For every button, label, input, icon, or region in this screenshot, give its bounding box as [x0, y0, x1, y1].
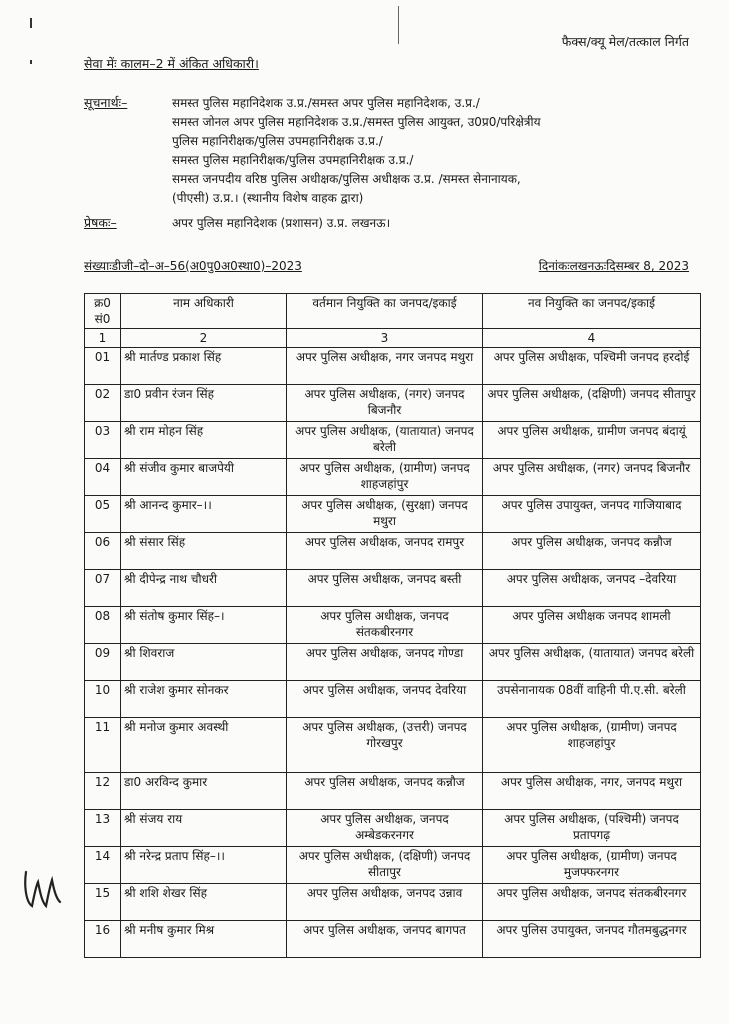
header-new-posting: नव नियुक्ति का जनपद/इकाई	[483, 294, 701, 329]
new-posting-cell: अपर पुलिस उपायुक्त, जनपद गौतमबुद्धनगर	[483, 921, 701, 958]
officer-name-cell: डा0 अरविन्द कुमार	[121, 773, 287, 810]
reference-number: संख्याःडीजी–दो–अ–56(अ0पु0अ0स्था0)–2023	[84, 259, 302, 273]
officer-name-cell: श्री राजेश कुमार सोनकर	[121, 681, 287, 718]
current-posting-cell: अपर पुलिस अधीक्षक, (सुरक्षा) जनपद मथुरा	[287, 496, 483, 533]
officer-name-cell: श्री संसार सिंह	[121, 533, 287, 570]
serial-number-cell: 02	[85, 385, 121, 422]
serial-number-cell: 03	[85, 422, 121, 459]
current-posting-cell: अपर पुलिस अधीक्षक, जनपद संतकबीरनगर	[287, 607, 483, 644]
current-posting-cell: अपर पुलिस अधीक्षक, जनपद देवरिया	[287, 681, 483, 718]
header-serial: क्र0 सं0	[85, 294, 121, 329]
current-posting-cell: अपर पुलिस अधीक्षक, जनपद रामपुर	[287, 533, 483, 570]
new-posting-cell: अपर पुलिस अधीक्षक, (दक्षिणी) जनपद सीतापुर	[483, 385, 701, 422]
officer-name-cell: श्री मनीष कुमार मिश्र	[121, 921, 287, 958]
table-column-number-row	[85, 329, 701, 348]
table-row	[85, 847, 701, 884]
info-label: सूचनार्थः–	[84, 95, 128, 110]
table-row	[85, 681, 701, 718]
info-line: पुलिस महानिरीक्षक/पुलिस उपमहानिरीक्षक उ.प्र./	[172, 134, 383, 148]
new-posting-cell: अपर पुलिस अधीक्षक, पश्चिमी जनपद हरदोई	[483, 348, 701, 385]
transfer-table	[84, 293, 701, 958]
info-line: समस्त पुलिस महानिरीक्षक/पुलिस उपमहानिरीक्षक उ.प्र./	[172, 153, 414, 167]
serial-number-cell: 12	[85, 773, 121, 810]
info-recipients	[172, 94, 541, 208]
new-posting-cell: अपर पुलिस अधीक्षक जनपद शामली	[483, 607, 701, 644]
officer-name-cell: श्री मनोज कुमार अवस्थी	[121, 718, 287, 773]
table-row	[85, 644, 701, 681]
current-posting-cell: अपर पुलिस अधीक्षक, (उत्तरी) जनपद गोरखपुर	[287, 718, 483, 773]
officer-name-cell: श्री राम मोहन सिंह	[121, 422, 287, 459]
current-posting-cell: अपर पुलिस अधीक्षक, जनपद अम्बेडकरनगर	[287, 810, 483, 847]
table-row	[85, 422, 701, 459]
table-row	[85, 496, 701, 533]
column-number: 2	[121, 329, 287, 348]
new-posting-cell: अपर पुलिस अधीक्षक, जनपद –देवरिया	[483, 570, 701, 607]
serial-number-cell: 11	[85, 718, 121, 773]
serial-number-cell: 08	[85, 607, 121, 644]
new-posting-cell: अपर पुलिस अधीक्षक, (नगर) जनपद बिजनौर	[483, 459, 701, 496]
margin-mark	[30, 60, 32, 64]
current-posting-cell: अपर पुलिस अधीक्षक, जनपद बस्ती	[287, 570, 483, 607]
new-posting-cell: उपसेनानायक 08वीं वाहिनी पी.ए.सी. बरेली	[483, 681, 701, 718]
officer-name-cell: श्री संजय राय	[121, 810, 287, 847]
current-posting-cell: अपर पुलिस अधीक्षक, (दक्षिणी) जनपद सीतापुर	[287, 847, 483, 884]
serial-number-cell: 05	[85, 496, 121, 533]
reference-date: दिनांकःलखनऊःदिसम्बर 8, 2023	[538, 259, 689, 273]
column-number: 1	[85, 329, 121, 348]
new-posting-cell: अपर पुलिस अधीक्षक, (पश्चिमी) जनपद प्रतापगढ़	[483, 810, 701, 847]
column-number: 3	[287, 329, 483, 348]
table-row	[85, 385, 701, 422]
info-line: समस्त जोनल अपर पुलिस महानिदेशक उ.प्र./समस्त पुलिस आयुक्त, उ0प्र0/परिक्षेत्रीय	[172, 115, 541, 129]
header-officer-name: नाम अधिकारी	[121, 294, 287, 329]
fold-mark	[398, 6, 399, 44]
serial-number-cell: 13	[85, 810, 121, 847]
margin-mark	[30, 18, 32, 28]
serial-number-cell: 04	[85, 459, 121, 496]
officer-name-cell: श्री संजीव कुमार बाजपेयी	[121, 459, 287, 496]
serial-number-cell: 01	[85, 348, 121, 385]
dispatch-mode-note: फैक्स/क्यू मेल/तत्काल निर्गत	[561, 34, 689, 49]
current-posting-cell: अपर पुलिस अधीक्षक, जनपद गोण्डा	[287, 644, 483, 681]
table-row	[85, 607, 701, 644]
new-posting-cell: अपर पुलिस उपायुक्त, जनपद गाजियाबाद	[483, 496, 701, 533]
info-line: (पीएसी) उ.प्र.। (स्थानीय विशेष वाहक द्वारा)	[172, 191, 364, 205]
officer-name-cell: श्री शिवराज	[121, 644, 287, 681]
new-posting-cell: अपर पुलिस अधीक्षक, ग्रामीण जनपद बंदायूं	[483, 422, 701, 459]
table-row	[85, 570, 701, 607]
header-current-posting: वर्तमान नियुक्ति का जनपद/इकाई	[287, 294, 483, 329]
sender-label: प्रेषकः–	[84, 215, 117, 230]
current-posting-cell: अपर पुलिस अधीक्षक, (नगर) जनपद बिजनौर	[287, 385, 483, 422]
officer-name-cell: श्री आनन्द कुमार–।।	[121, 496, 287, 533]
margin-signature-mark	[20, 862, 68, 918]
serial-number-cell: 09	[85, 644, 121, 681]
officer-name-cell: श्री शशि शेखर सिंह	[121, 884, 287, 921]
serial-number-cell: 15	[85, 884, 121, 921]
new-posting-cell: अपर पुलिस अधीक्षक, (ग्रामीण) जनपद मुजफ्फरनगर	[483, 847, 701, 884]
new-posting-cell: अपर पुलिस अधीक्षक, नगर, जनपद मथुरा	[483, 773, 701, 810]
column-number: 4	[483, 329, 701, 348]
serial-number-cell: 07	[85, 570, 121, 607]
officer-name-cell: श्री नरेन्द्र प्रताप सिंह–।।	[121, 847, 287, 884]
serial-number-cell: 10	[85, 681, 121, 718]
current-posting-cell: अपर पुलिस अधीक्षक, नगर जनपद मथुरा	[287, 348, 483, 385]
info-line: समस्त पुलिस महानिदेशक उ.प्र./समस्त अपर पुलिस महानिदेशक, उ.प्र./	[172, 96, 480, 110]
table-row	[85, 884, 701, 921]
officer-name-cell: श्री मार्तण्ड प्रकाश सिंह	[121, 348, 287, 385]
current-posting-cell: अपर पुलिस अधीक्षक, जनपद उन्नाव	[287, 884, 483, 921]
new-posting-cell: अपर पुलिस अधीक्षक, (यातायात) जनपद बरेली	[483, 644, 701, 681]
info-line: समस्त जनपदीय वरिष्ठ पुलिस अधीक्षक/पुलिस अधीक्षक उ.प्र. /समस्त सेनानायक,	[172, 172, 521, 186]
serial-number-cell: 06	[85, 533, 121, 570]
current-posting-cell: अपर पुलिस अधीक्षक, जनपद कन्नौज	[287, 773, 483, 810]
table-row	[85, 773, 701, 810]
serial-number-cell: 14	[85, 847, 121, 884]
current-posting-cell: अपर पुलिस अधीक्षक, जनपद बागपत	[287, 921, 483, 958]
table-header-row	[85, 294, 701, 329]
table-row	[85, 533, 701, 570]
officer-name-cell: डा0 प्रवीन रंजन सिंह	[121, 385, 287, 422]
officer-name-cell: श्री दीपेन्द्र नाथ चौधरी	[121, 570, 287, 607]
new-posting-cell: अपर पुलिस अधीक्षक, जनपद संतकबीरनगर	[483, 884, 701, 921]
table-row	[85, 459, 701, 496]
current-posting-cell: अपर पुलिस अधीक्षक, (यातायात) जनपद बरेली	[287, 422, 483, 459]
table-row	[85, 810, 701, 847]
new-posting-cell: अपर पुलिस अधीक्षक, जनपद कन्नौज	[483, 533, 701, 570]
table-row	[85, 718, 701, 773]
table-row	[85, 921, 701, 958]
new-posting-cell: अपर पुलिस अधीक्षक, (ग्रामीण) जनपद शाहजहांपुर	[483, 718, 701, 773]
table-row	[85, 348, 701, 385]
addressee-line: सेवा मेंः कालम–2 में अंकित अधिकारी।	[84, 56, 259, 71]
current-posting-cell: अपर पुलिस अधीक्षक, (ग्रामीण) जनपद शाहजहांपुर	[287, 459, 483, 496]
officer-name-cell: श्री संतोष कुमार सिंह–।	[121, 607, 287, 644]
sender-text: अपर पुलिस महानिदेशक (प्रशासन) उ.प्र. लखनऊ।	[172, 216, 391, 230]
serial-number-cell: 16	[85, 921, 121, 958]
